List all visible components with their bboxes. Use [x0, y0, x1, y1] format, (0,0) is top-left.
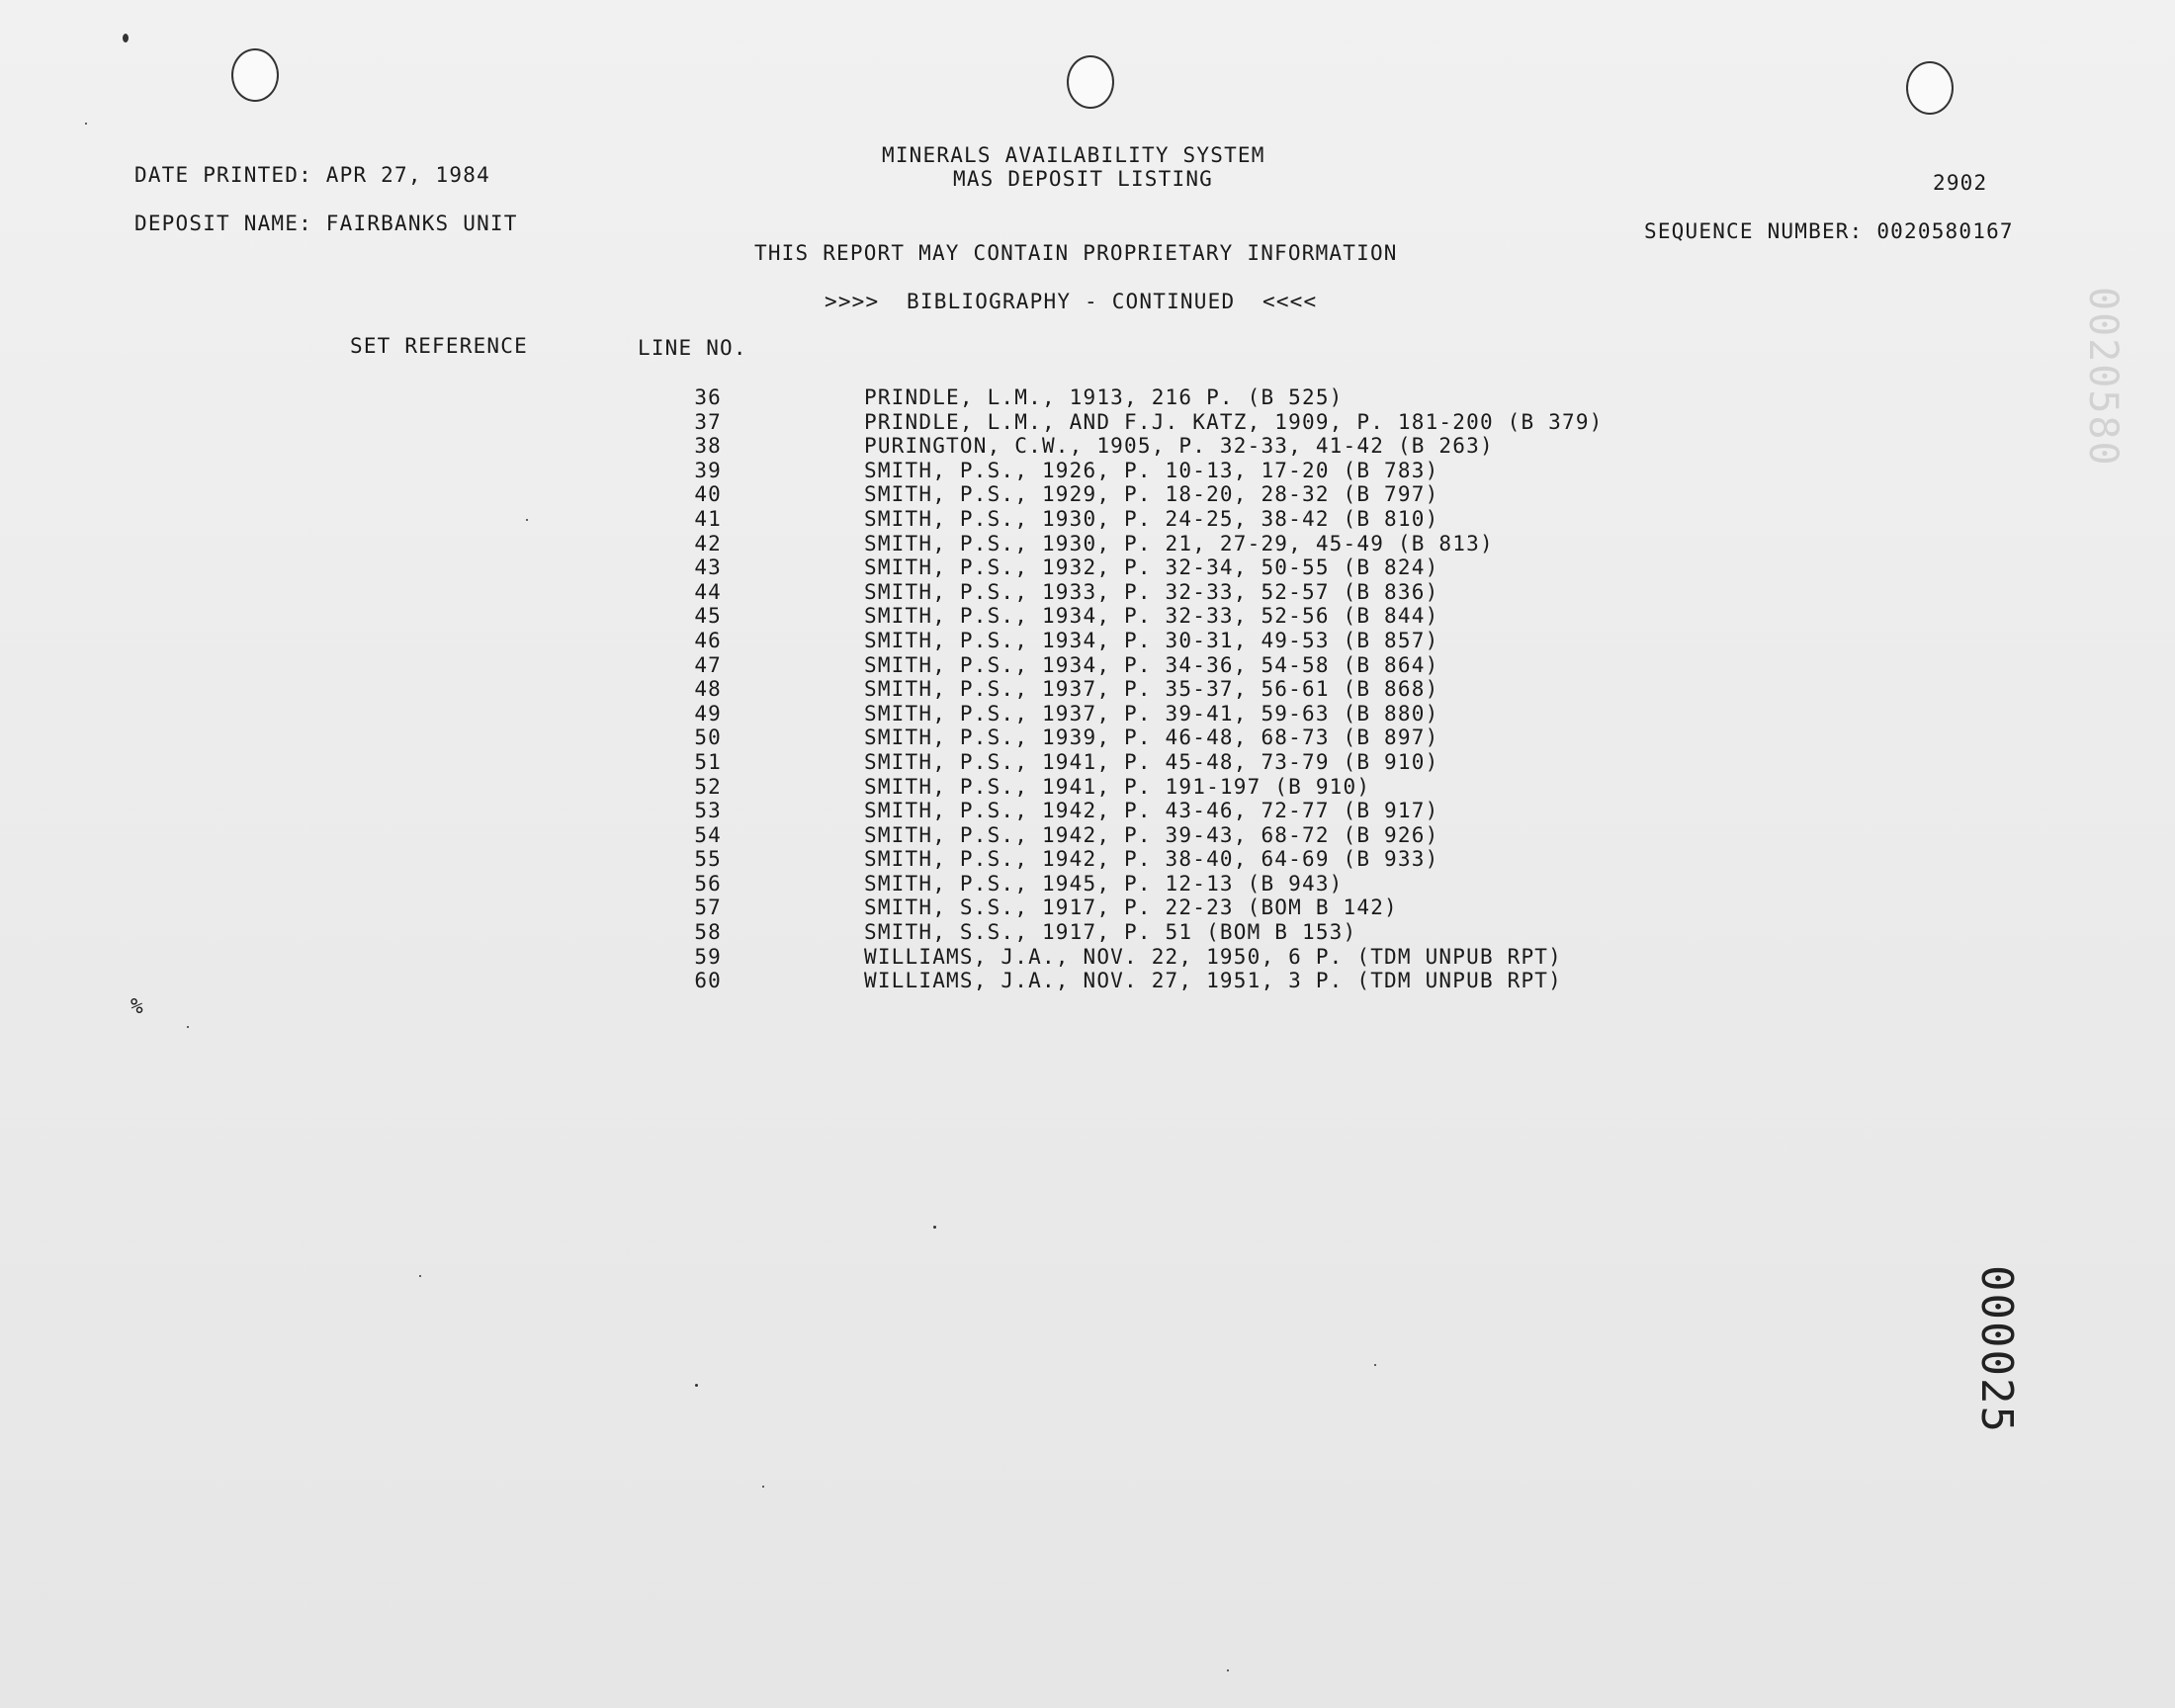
line-number: 58 — [694, 920, 722, 945]
line-number: 50 — [694, 726, 722, 750]
speck — [85, 123, 87, 125]
speck — [1227, 1669, 1229, 1671]
line-number: 47 — [694, 652, 722, 677]
line-number: 41 — [694, 506, 722, 531]
speck — [526, 519, 528, 521]
citation-text: SMITH, P.S., 1934, P. 34-36, 54-58 (B 864) — [864, 652, 1439, 677]
citation-text: SMITH, P.S., 1942, P. 38-40, 64-69 (B 933) — [864, 847, 1439, 872]
citation-text: SMITH, P.S., 1937, P. 35-37, 56-61 (B 868) — [864, 677, 1439, 702]
line-number: 37 — [694, 409, 722, 434]
line-number: 53 — [694, 799, 722, 823]
proprietary-notice: THIS REPORT MAY CONTAIN PROPRIETARY INFORMATION — [754, 241, 1398, 265]
line-number: 38 — [694, 434, 722, 459]
citation-text: PURINGTON, C.W., 1905, P. 32-33, 41-42 (B 263) — [864, 434, 1494, 459]
line-number: 42 — [694, 531, 722, 555]
page-stamp-number: 000025 — [1971, 1265, 2022, 1434]
line-number: 59 — [694, 944, 722, 969]
date-printed: DATE PRINTED: APR 27, 1984 — [134, 163, 490, 187]
citation-text: SMITH, S.S., 1917, P. 22-23 (BOM B 142) — [864, 896, 1398, 920]
line-number: 46 — [694, 628, 722, 652]
line-number: 51 — [694, 749, 722, 774]
line-number: 57 — [694, 896, 722, 920]
citation-text: SMITH, P.S., 1939, P. 46-48, 68-73 (B 897) — [864, 726, 1439, 750]
page-code: 2902 — [1933, 171, 1988, 195]
line-number: 48 — [694, 677, 722, 702]
citation-text: SMITH, P.S., 1942, P. 39-43, 68-72 (B 926) — [864, 822, 1439, 847]
citation-text: SMITH, P.S., 1932, P. 32-34, 50-55 (B 824) — [864, 555, 1439, 580]
citation-text: SMITH, P.S., 1934, P. 30-31, 49-53 (B 857) — [864, 628, 1439, 652]
binder-hole-left — [231, 48, 279, 102]
line-no-header: LINE NO. — [638, 336, 747, 360]
line-number: 44 — [694, 579, 722, 604]
speck — [762, 1486, 764, 1488]
citation-text: SMITH, P.S., 1930, P. 21, 27-29, 45-49 (B 813) — [864, 531, 1494, 555]
speck — [695, 1384, 698, 1387]
binder-hole-right — [1906, 61, 1954, 115]
listing-title: MAS DEPOSIT LISTING — [953, 167, 1214, 191]
line-number: 40 — [694, 482, 722, 507]
citation-text: WILLIAMS, J.A., NOV. 27, 1951, 3 P. (TDM UNPUB RPT) — [864, 969, 1562, 993]
speck — [123, 34, 129, 43]
citation-text: SMITH, P.S., 1941, P. 191-197 (B 910) — [864, 774, 1371, 799]
citation-text: SMITH, P.S., 1929, P. 18-20, 28-32 (B 797) — [864, 482, 1439, 507]
line-number: 36 — [694, 385, 722, 409]
citation-text: PRINDLE, L.M., AND F.J. KATZ, 1909, P. 181-200 (B 379) — [864, 409, 1604, 434]
system-title: MINERALS AVAILABILITY SYSTEM — [882, 143, 1265, 167]
set-reference-header: SET REFERENCE — [350, 334, 528, 358]
line-number: 54 — [694, 822, 722, 847]
speck — [933, 1226, 936, 1229]
footer-mark: % — [130, 994, 144, 1018]
citation-text: SMITH, P.S., 1926, P. 10-13, 17-20 (B 783) — [864, 458, 1439, 482]
citation-text: PRINDLE, L.M., 1913, 216 P. (B 525) — [864, 385, 1344, 409]
citation-text: SMITH, P.S., 1933, P. 32-33, 52-57 (B 836) — [864, 579, 1439, 604]
speck — [1374, 1364, 1376, 1366]
citation-text: SMITH, P.S., 1941, P. 45-48, 73-79 (B 910) — [864, 749, 1439, 774]
citation-text: WILLIAMS, J.A., NOV. 22, 1950, 6 P. (TDM UNPUB RPT) — [864, 944, 1562, 969]
speck — [419, 1275, 421, 1277]
citation-text: SMITH, S.S., 1917, P. 51 (BOM B 153) — [864, 920, 1357, 945]
line-number: 55 — [694, 847, 722, 872]
citation-text: SMITH, P.S., 1942, P. 43-46, 72-77 (B 917) — [864, 799, 1439, 823]
citation-text: SMITH, P.S., 1945, P. 12-13 (B 943) — [864, 871, 1344, 896]
line-number: 60 — [694, 969, 722, 993]
sequence-number: SEQUENCE NUMBER: 0020580167 — [1644, 219, 2014, 243]
line-number: 45 — [694, 604, 722, 629]
line-number: 49 — [694, 701, 722, 726]
citation-text: SMITH, P.S., 1930, P. 24-25, 38-42 (B 810) — [864, 506, 1439, 531]
line-number: 43 — [694, 555, 722, 580]
citation-text: SMITH, P.S., 1934, P. 32-33, 52-56 (B 844) — [864, 604, 1439, 629]
deposit-name: DEPOSIT NAME: FAIRBANKS UNIT — [134, 212, 518, 235]
binder-hole-center — [1067, 55, 1114, 109]
citation-text: SMITH, P.S., 1937, P. 39-41, 59-63 (B 880) — [864, 701, 1439, 726]
section-title: >>>> BIBLIOGRAPHY - CONTINUED <<<< — [825, 290, 1318, 313]
line-number: 56 — [694, 871, 722, 896]
line-number: 52 — [694, 774, 722, 799]
bleed-through-number: 0020580 — [2080, 287, 2126, 468]
line-number: 39 — [694, 458, 722, 482]
speck — [187, 1026, 189, 1028]
